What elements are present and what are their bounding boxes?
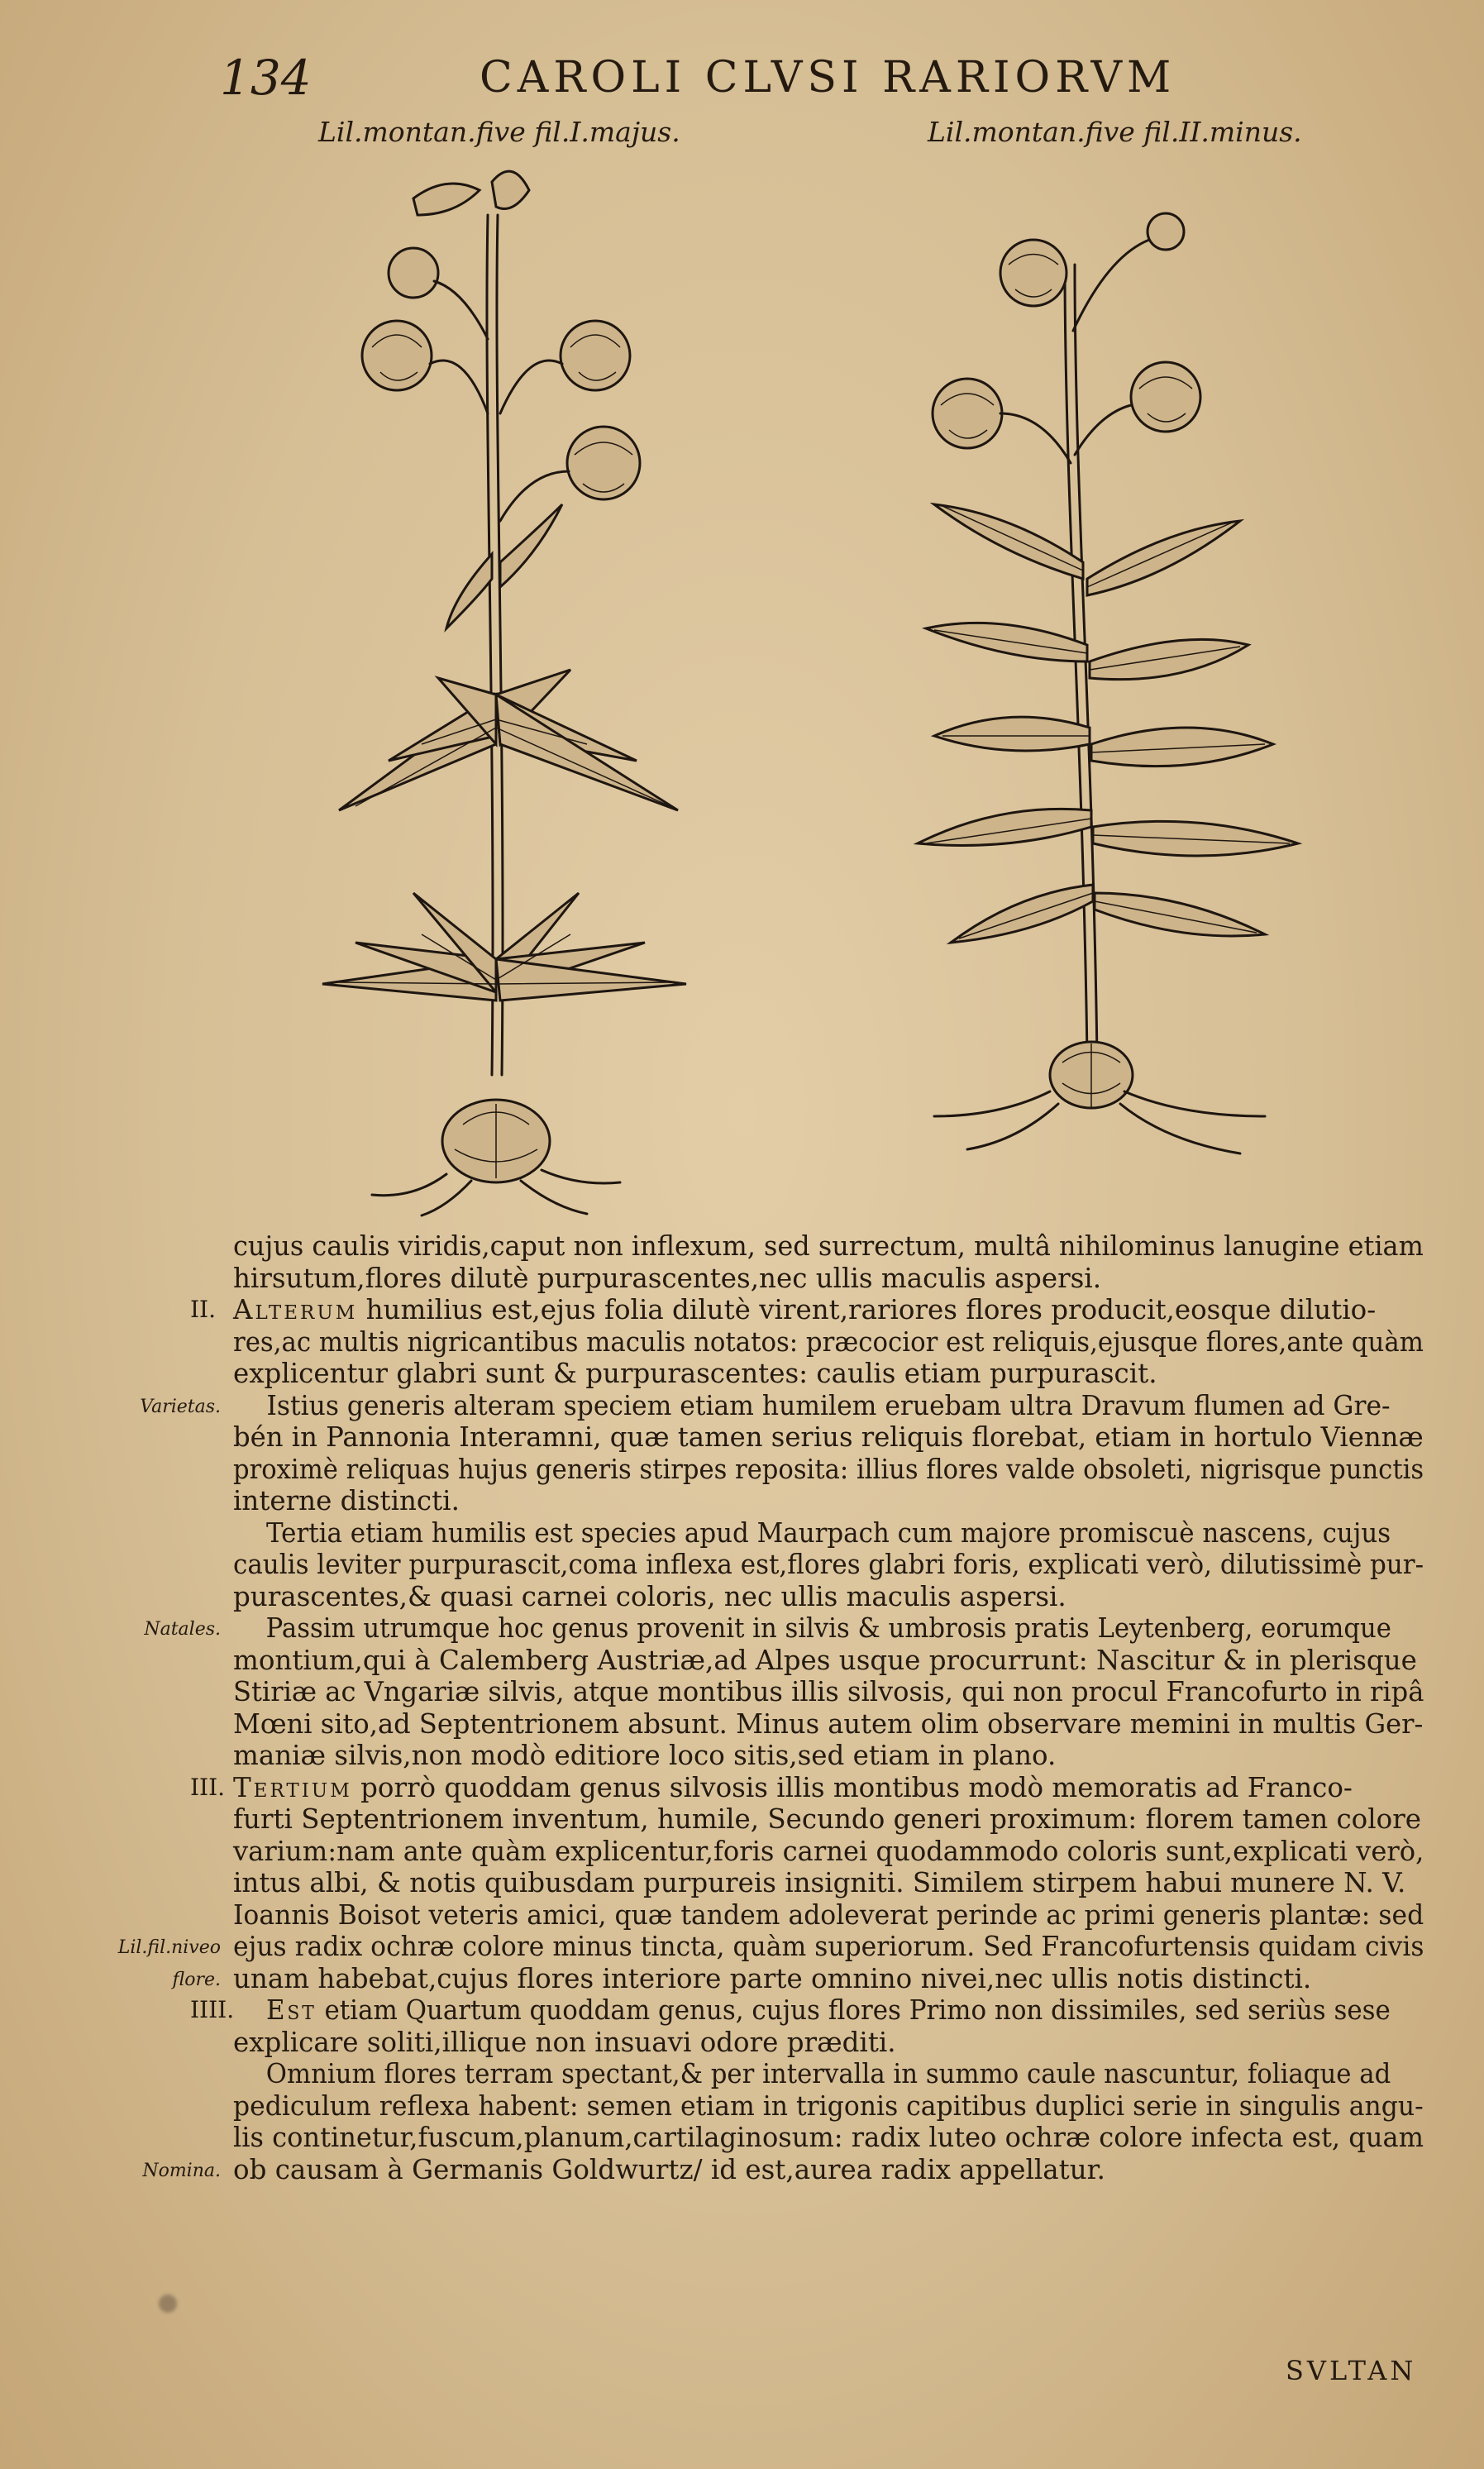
text-line: bén in Pannonia Interamni, quæ tamen serius reliquis florebat, etiam in hortulo Viennæ — [233, 1421, 1424, 1453]
margin-note: Varietas. — [140, 1396, 221, 1417]
flower-head — [500, 427, 640, 521]
text-line: IIII. Est etiam Quartum quoddam genus, cujus flores Primo non dissimiles, sed seriùs sese — [190, 1994, 1391, 2026]
text-line: pediculum reflexa habent: semen etiam in trigonis capitibus duplici serie in singulis angu- — [233, 2089, 1424, 2122]
page-header — [0, 50, 1484, 107]
text-line: lis continetur,fuscum,planum,cartilaginosum: radix luteo ochræ colore infecta est, quam — [233, 2122, 1424, 2153]
leaf-whorl — [322, 893, 686, 1000]
margin-note: Nomina. — [142, 2160, 221, 2181]
ink-blot — [159, 2295, 177, 2313]
flower-head — [362, 321, 488, 413]
text-line: varium:nam ante quàm explicentur,foris carnei quodammodo coloris sunt,explicati verò, — [233, 1835, 1424, 1867]
text-line: Nomina. ob causam à Germanis Goldwurtz/ id est,aurea radix appellatur. — [233, 2154, 1424, 2186]
margin-note: Lil.fil.niveo — [117, 1937, 221, 1958]
text-line: flore. unam habebat,cujus flores interiore parte omnino nivei,nec ullis notis distincti. — [233, 1963, 1424, 1995]
text-line: Natales. Passim utrumque hoc genus provenit in silvis & umbrosis pratis Leytenberg, eorumque — [233, 1612, 1424, 1645]
section-numeral: IIII. — [190, 1996, 235, 2023]
bulb — [934, 1042, 1265, 1153]
text-line: furti Septentrionem inventum, humile, Secundo generi proximum: florem tamen colore — [233, 1803, 1421, 1835]
text-line: hirsutum,flores dilutè purpurascentes,nec ullis maculis aspersi. — [233, 1262, 1102, 1294]
text-line: Mœni sito,ad Septentrionem absunt. Minus autem olim observare memini in multis Ger- — [233, 1707, 1424, 1740]
text-line: explicare soliti,illique non insuavi odore præditi. — [233, 2026, 896, 2058]
text-line: maniæ silvis,non modò editiore loco sitis,sed etiam in plano. — [233, 1740, 1057, 1771]
bulb — [372, 1100, 620, 1215]
text-line: II. Alterum humilius est,ejus folia dilutè virent,rariores flores producit,eosque dilutio- — [190, 1294, 1377, 1325]
plate-caption-right: Lil.montan.five fil.II.minus. — [928, 116, 1302, 148]
margin-note: flore. — [172, 1969, 221, 1990]
margin-note: Natales. — [144, 1619, 221, 1640]
leaf-whorl — [339, 670, 678, 810]
text-line: Tertia etiam humilis est species apud Maurpach cum majore promiscuè nascens, cujus — [265, 1516, 1391, 1549]
flower-head — [500, 321, 630, 413]
text-line: Ioannis Boisot veteris amici, quæ tandem adoleverat perinde ac primi generis plantæ: sed — [233, 1898, 1424, 1931]
section-lead-word: Est — [265, 1994, 317, 2026]
text-line: Stiriæ ac Vngariæ silvis, atque montibus illis silvosis, qui non procul Francofurto in ripâ — [233, 1676, 1424, 1707]
text-line: explicentur glabri sunt & purpurascentes: caulis etiam purpurascit. — [233, 1358, 1157, 1389]
section-numeral: II. — [190, 1296, 217, 1323]
text-line: III. Tertium porrò quoddam genus silvosis illis montibus modò memoratis ad Franco- — [190, 1771, 1353, 1803]
text-line: cujus caulis viridis,caput non inflexum, sed surrectum, multâ nihilominus lanugine etiam — [233, 1230, 1424, 1262]
body-text — [117, 1230, 1424, 2185]
section-lead-word: Alterum — [233, 1294, 358, 1325]
page-number: 134 — [220, 50, 312, 106]
section-numeral: III. — [190, 1773, 226, 1801]
lily-minor-illustration — [918, 165, 1315, 1199]
plate-caption-left: Lil.montan.five fil.I.majus. — [318, 116, 680, 148]
text-line: Varietas. Istius generis alteram speciem etiam humilem eruebam ultra Dravum flumen ad Gre- — [233, 1390, 1424, 1422]
text-line: intus albi, & notis quibusdam purpureis insigniti. Similem stirpem habui munere N. V. — [233, 1867, 1406, 1898]
lily-woodcut-major — [322, 165, 686, 1224]
text-line: Lil.fil.niveo ejus radix ochræ colore minus tincta, quàm superiorum. Sed Francofurtensis quidam civis — [233, 1931, 1424, 1963]
text-line: proximè reliquas hujus generis stirpes reposita: illius flores valde obsoleti, nigrisque punctis — [233, 1453, 1424, 1485]
text-line: caulis leviter purpurascit,coma inflexa est,flores glabri foris, explicati verò, dilutissimè pur- — [233, 1549, 1424, 1580]
flower-head — [933, 379, 1071, 463]
lily-major-illustration — [322, 165, 686, 1224]
flower-head — [1073, 213, 1184, 331]
running-title: CAROLI CLVSI RARIORVM — [480, 53, 1176, 103]
catchword: SVLTAN — [1286, 2355, 1417, 2386]
flower-head — [1075, 362, 1200, 455]
section-lead-word: Tertium — [233, 1771, 352, 1803]
text-line: Omnium flores terram spectant,& per intervalla in summo caule nascuntur, foliaque ad — [265, 2058, 1391, 2089]
text-line: res,ac multis nigricantibus maculis notatos: præcocior est reliquis,ejusque flores,ante quàm — [233, 1325, 1424, 1358]
text-line: purascentes,& quasi carnei coloris, nec ullis maculis aspersi. — [233, 1580, 1066, 1612]
flower-head — [1000, 240, 1066, 306]
text-line: montium,qui à Calemberg Austriæ,ad Alpes usque procurrunt: Nascitur & in plerisque — [233, 1644, 1417, 1676]
lily-woodcut-minor — [918, 165, 1315, 1199]
text-line: interne distincti. — [233, 1485, 460, 1516]
